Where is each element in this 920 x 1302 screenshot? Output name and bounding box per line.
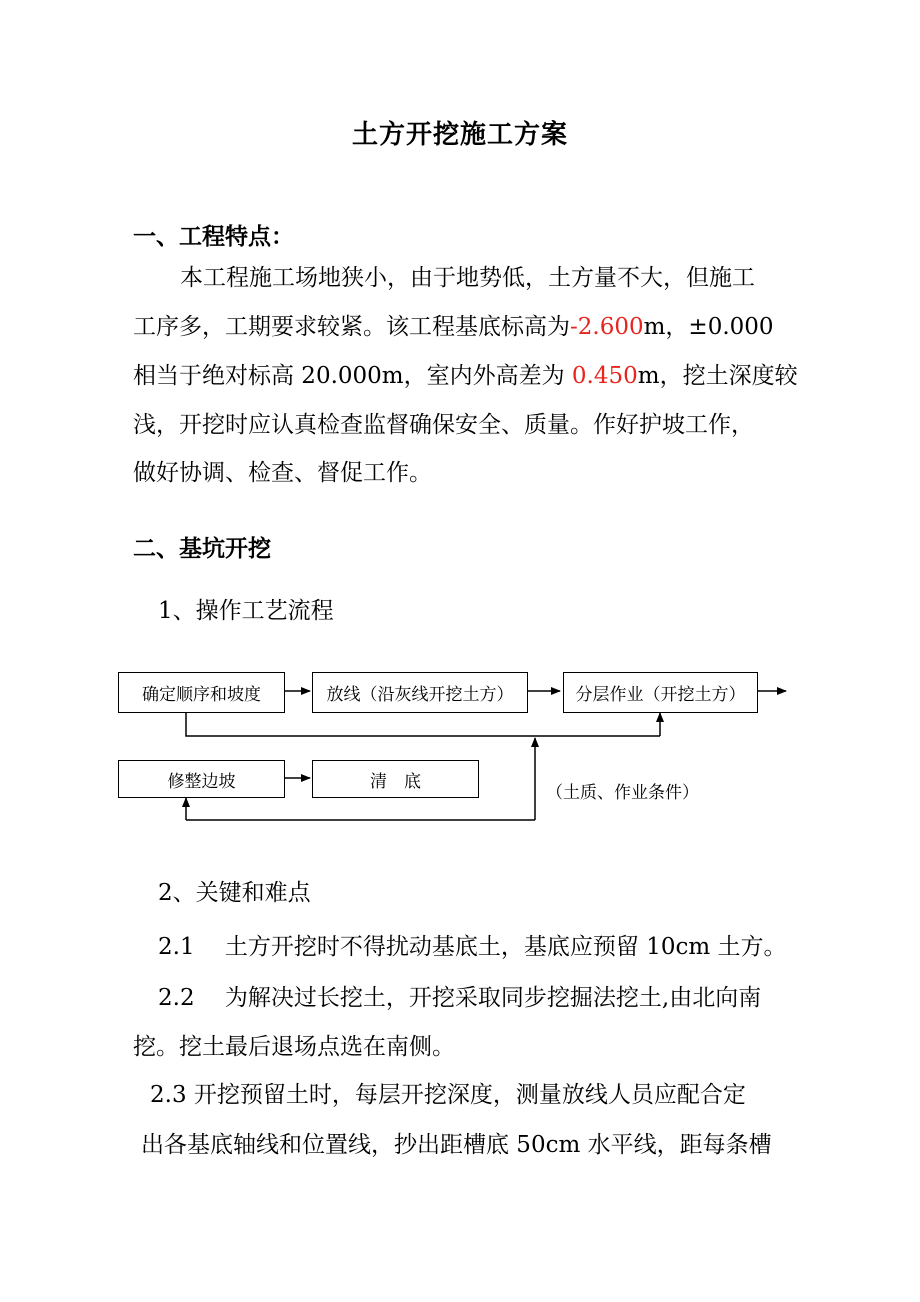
section1-line-3-text: 相当于绝对标高 20.000m，室内外高差为 [133,363,572,389]
section1-line-1: 本工程施工场地狭小，由于地势低，土方量不大，但施工 [180,265,755,291]
after-height-diff-text: m，挖土深度较 [637,363,798,389]
height-diff-value: 0.450 [571,363,638,389]
section1-line-5: 做好协调、检查、督促工作。 [133,460,432,486]
subheading-process-flow: 1、操作工艺流程 [158,598,334,624]
after-elevation-text: m，±0.000 [643,314,774,340]
flow-note: （土质、作业条件） [546,783,699,803]
section1-line-3 [133,361,798,391]
item-2-1: 2.1 土方开挖时不得扰动基底土，基底应预留 10cm 土方。 [158,934,787,960]
base-elevation-value: -2.600 [570,314,644,340]
item-2-2: 2.2 为解决过长挖土，开挖采取同步挖掘法挖土,由北向南 [158,985,762,1011]
flow-box-layered-work: 分层作业（开挖土方） [563,672,758,713]
item-2-3: 2.3 开挖预留土时，每层开挖深度，测量放线人员应配合定 [150,1082,746,1108]
item-2-2-cont: 挖。挖土最后退场点选在南侧。 [133,1034,455,1060]
section1-line-2-text: 工序多，工期要求较紧。该工程基底标高为 [133,314,570,340]
flow-box-order-slope: 确定顺序和坡度 [118,672,285,713]
loop-top-line [186,713,660,736]
section1-line-2 [133,312,774,342]
flow-box-trim-slope: 修整边坡 [118,760,285,798]
page-title: 土方开挖施工方案 [351,120,568,150]
section1-heading: 一、工程特点： [133,224,294,250]
subheading-key-points: 2、关键和难点 [158,880,311,906]
item-2-3-cont: 出各基底轴线和位置线，抄出距槽底 50cm 水平线，距每条槽 [141,1132,772,1158]
section1-line-4: 浅，开挖时应认真检查监督确保安全、质量。作好护坡工作， [133,412,754,438]
section2-heading: 二、基坑开挖 [133,536,271,562]
flow-box-layout: 放线（沿灰线开挖土方） [312,672,528,713]
flow-box-clear-bottom: 清 底 [312,760,479,798]
